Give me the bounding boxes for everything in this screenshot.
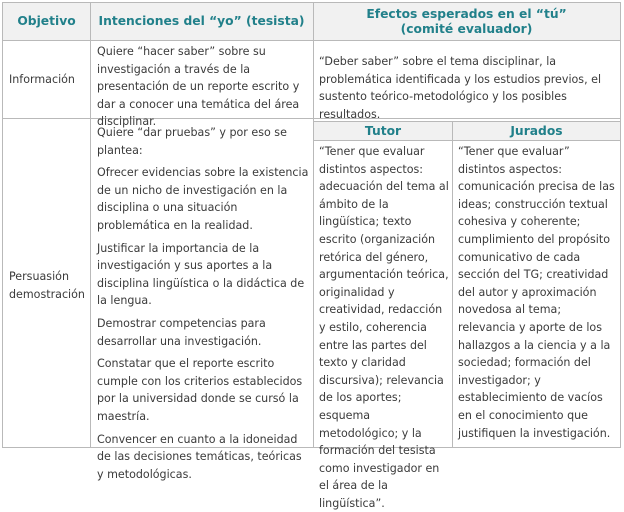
header-objetivo	[3, 3, 90, 41]
subheader-jurados-label: Jurados	[510, 123, 563, 138]
row-persuasion-intenciones	[97, 124, 311, 488]
divider-subheader-bottom	[314, 140, 620, 141]
header-objetivo-label: Objetivo	[17, 14, 76, 28]
intencion-item: Quiere “dar pruebas” y por eso se plantea:	[97, 126, 287, 157]
header-efectos-line2: (comité evaluador)	[400, 21, 533, 36]
intencion-item: Constatar que el reporte escrito cumple con los criterios establecidos por la universidad donde se cursó la maestría.	[97, 357, 303, 423]
subheader-tutor	[314, 121, 452, 140]
row-informacion-label: Información	[9, 73, 75, 86]
intencion-item: Demostrar competencias para desarrollar una investigación.	[97, 316, 266, 348]
objectives-table	[2, 2, 621, 510]
header-intenciones	[90, 3, 313, 41]
row-informacion-efecto: “Deber saber” sobre el tema disciplinar, la problemática identificada y los estudios previos, el sustento teórico-metodológico y los posibles resultados.	[319, 55, 602, 121]
row-informacion-intencion: Quiere “hacer saber” sobre su investigación a través de la presentación de un reporte escrito y dar a conocer una temática del área disciplinar.	[97, 45, 300, 129]
divider-col3	[452, 121, 453, 447]
subheader-jurados	[453, 121, 620, 140]
intencion-item: Justificar la importancia de la investigación y sus aportes a la disciplina lingüística o la didáctica de la lengua.	[97, 241, 305, 308]
divider-col1	[90, 3, 91, 447]
intencion-item: Ofrecer evidencias sobre la existencia de un nicho de investigación en la disciplina o una situación problemática en la realidad.	[97, 166, 309, 232]
header-efectos-line1: Efectos esperados en el “tú”	[366, 6, 567, 21]
row-persuasion-label	[9, 268, 85, 303]
header-efectos	[313, 3, 620, 41]
divider-col2	[313, 3, 314, 447]
header-intenciones-label: Intenciones del “yo” (tesista)	[98, 14, 305, 28]
jurados-text: “Tener que evaluar” distintos aspectos: comunicación precisa de las ideas; construcción textual cohesiva y coherente; cumplimiento del propósito comunicativo de cada sección del TG; creatividad del autor y aproximación novedosa al tema; relevancia y aporte de los hallazgos a la ciencia y a la sociedad; formación del investigador; y establecimiento de vacíos en el conocimiento que justifiquen la investigación.	[458, 145, 615, 440]
row-persuasion-label-line2: demostración	[9, 287, 85, 301]
intencion-item: Convencer en cuanto a la idoneidad de las decisiones temáticas, teóricas y metodológicas.	[97, 432, 302, 481]
divider-subheader-top	[314, 121, 620, 122]
subheader-tutor-label: Tutor	[364, 123, 402, 138]
row-persuasion-label-line1: Persuasión	[9, 270, 69, 283]
tutor-text: “Tener que evaluar distintos aspectos: adecuación del tema al ámbito de la lingüística; texto escrito (organización retórica del género, argumentación teórica, originalidad y creatividad, redacción y estilo, coherencia entre las partes del texto y claridad discursiva); relevancia de los aportes; esquema metodológico; y la formación del tesista como investigador en el área de la lingüística”.	[319, 145, 449, 510]
